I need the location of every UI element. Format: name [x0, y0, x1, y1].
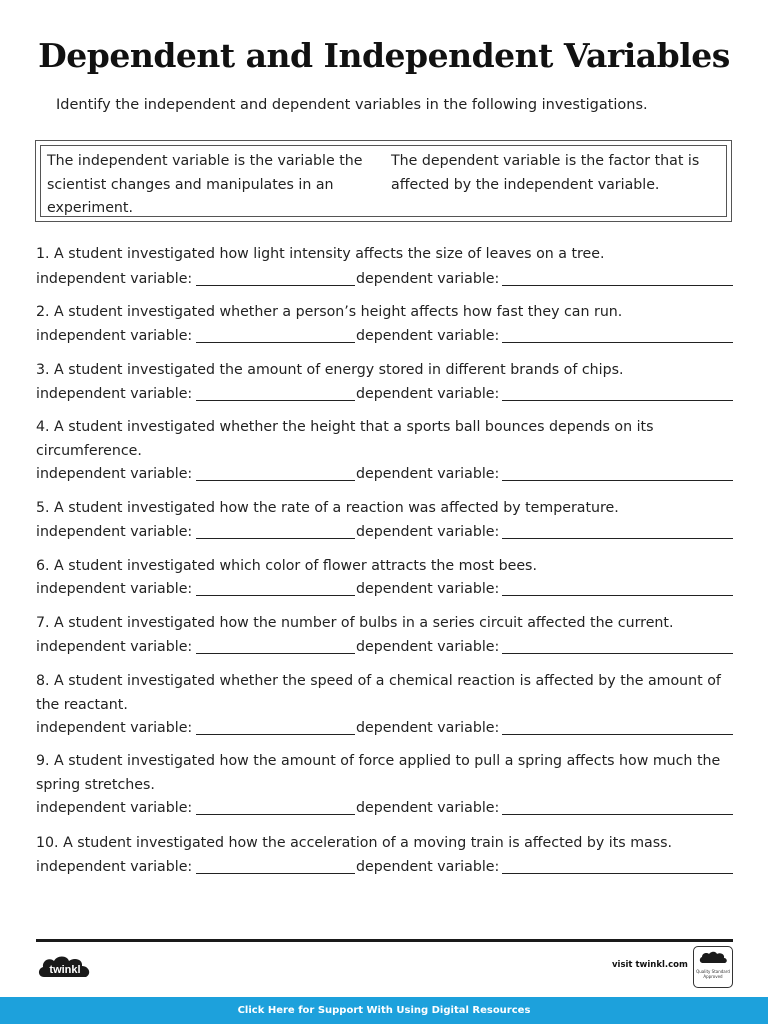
question-7: 7. A student investigated how the number of bulbs in a series circuit affected the current.	[36, 615, 674, 631]
dependent-answer-line[interactable]	[502, 653, 733, 654]
independent-label: independent variable:	[36, 639, 193, 655]
independent-answer-line[interactable]	[196, 734, 355, 735]
quality-badge	[693, 946, 733, 988]
question-3: 3. A student investigated the amount of energy stored in different brands of chips.	[36, 362, 624, 378]
independent-label: independent variable:	[36, 328, 193, 344]
dependent-label: dependent variable:	[356, 386, 500, 402]
answer-row-1	[36, 269, 733, 291]
question-5: 5. A student investigated how the rate of a reaction was affected by temperature.	[36, 500, 619, 516]
logo-text: twinkl	[49, 964, 81, 976]
independent-answer-line[interactable]	[196, 873, 355, 874]
definitions-box-inner	[40, 145, 727, 217]
independent-label: independent variable:	[36, 271, 193, 287]
answer-row-4	[36, 464, 733, 486]
independent-label: independent variable:	[36, 800, 193, 816]
dependent-label: dependent variable:	[356, 859, 500, 875]
independent-label: independent variable:	[36, 720, 193, 736]
dependent-label: dependent variable:	[356, 328, 500, 344]
question-9: 9. A student investigated how the amount of force applied to pull a spring affects how much the spring stretches.	[36, 753, 721, 793]
independent-label: independent variable:	[36, 386, 193, 402]
question-6: 6. A student investigated which color of flower attracts the most bees.	[36, 558, 537, 574]
answer-row-9	[36, 798, 733, 820]
answer-row-8	[36, 718, 733, 740]
page-title: Dependent and Independent Variables	[38, 36, 730, 75]
dependent-definition: The dependent variable is the factor that is affected by the independent variable.	[391, 153, 700, 193]
dependent-label: dependent variable:	[356, 639, 500, 655]
dependent-answer-line[interactable]	[502, 285, 733, 286]
answer-row-7	[36, 637, 733, 659]
independent-answer-line[interactable]	[196, 400, 355, 401]
independent-answer-line[interactable]	[196, 538, 355, 539]
independent-answer-line[interactable]	[196, 814, 355, 815]
independent-answer-line[interactable]	[196, 480, 355, 481]
independent-label: independent variable:	[36, 581, 193, 597]
visit-link[interactable]: visit twinkl.com	[612, 960, 688, 970]
dependent-answer-line[interactable]	[502, 400, 733, 401]
dependent-label: dependent variable:	[356, 581, 500, 597]
question-8: 8. A student investigated whether the speed of a chemical reaction is affected by the amount of the reactant.	[36, 673, 721, 713]
question-1: 1. A student investigated how light intensity affects the size of leaves on a tree.	[36, 246, 605, 262]
dependent-label: dependent variable:	[356, 800, 500, 816]
independent-answer-line[interactable]	[196, 342, 355, 343]
twinkl-logo	[36, 951, 96, 985]
dependent-answer-line[interactable]	[502, 873, 733, 874]
badge-cloud-icon	[698, 950, 728, 966]
footer-divider	[36, 939, 733, 942]
dependent-answer-line[interactable]	[502, 342, 733, 343]
question-4: 4. A student investigated whether the height that a sports ball bounces depends on its circumference.	[36, 419, 654, 459]
dependent-answer-line[interactable]	[502, 538, 733, 539]
independent-answer-line[interactable]	[196, 595, 355, 596]
dependent-answer-line[interactable]	[502, 480, 733, 481]
answer-row-5	[36, 522, 733, 544]
answer-row-2	[36, 326, 733, 348]
independent-label: independent variable:	[36, 466, 193, 482]
question-10: 10. A student investigated how the acceleration of a moving train is affected by its mass.	[36, 835, 673, 851]
dependent-label: dependent variable:	[356, 524, 500, 540]
dependent-answer-line[interactable]	[502, 734, 733, 735]
independent-definition: The independent variable is the variable the scientist changes and manipulates in an experiment.	[47, 153, 363, 216]
support-link-bar[interactable]: Click Here for Support With Using Digital Resources	[0, 997, 768, 1024]
instructions: Identify the independent and dependent variables in the following investigations.	[56, 97, 648, 113]
independent-label: independent variable:	[36, 859, 193, 875]
independent-label: independent variable:	[36, 524, 193, 540]
independent-answer-line[interactable]	[196, 285, 355, 286]
dependent-label: dependent variable:	[356, 466, 500, 482]
independent-answer-line[interactable]	[196, 653, 355, 654]
dependent-answer-line[interactable]	[502, 814, 733, 815]
badge-text: Quality Standard Approved	[696, 969, 730, 979]
dependent-answer-line[interactable]	[502, 595, 733, 596]
question-2: 2. A student investigated whether a person’s height affects how fast they can run.	[36, 304, 623, 320]
answer-row-10	[36, 857, 733, 879]
definitions-box	[35, 140, 732, 222]
answer-row-3	[36, 384, 733, 406]
dependent-label: dependent variable:	[356, 720, 500, 736]
answer-row-6	[36, 579, 733, 601]
dependent-label: dependent variable:	[356, 271, 500, 287]
